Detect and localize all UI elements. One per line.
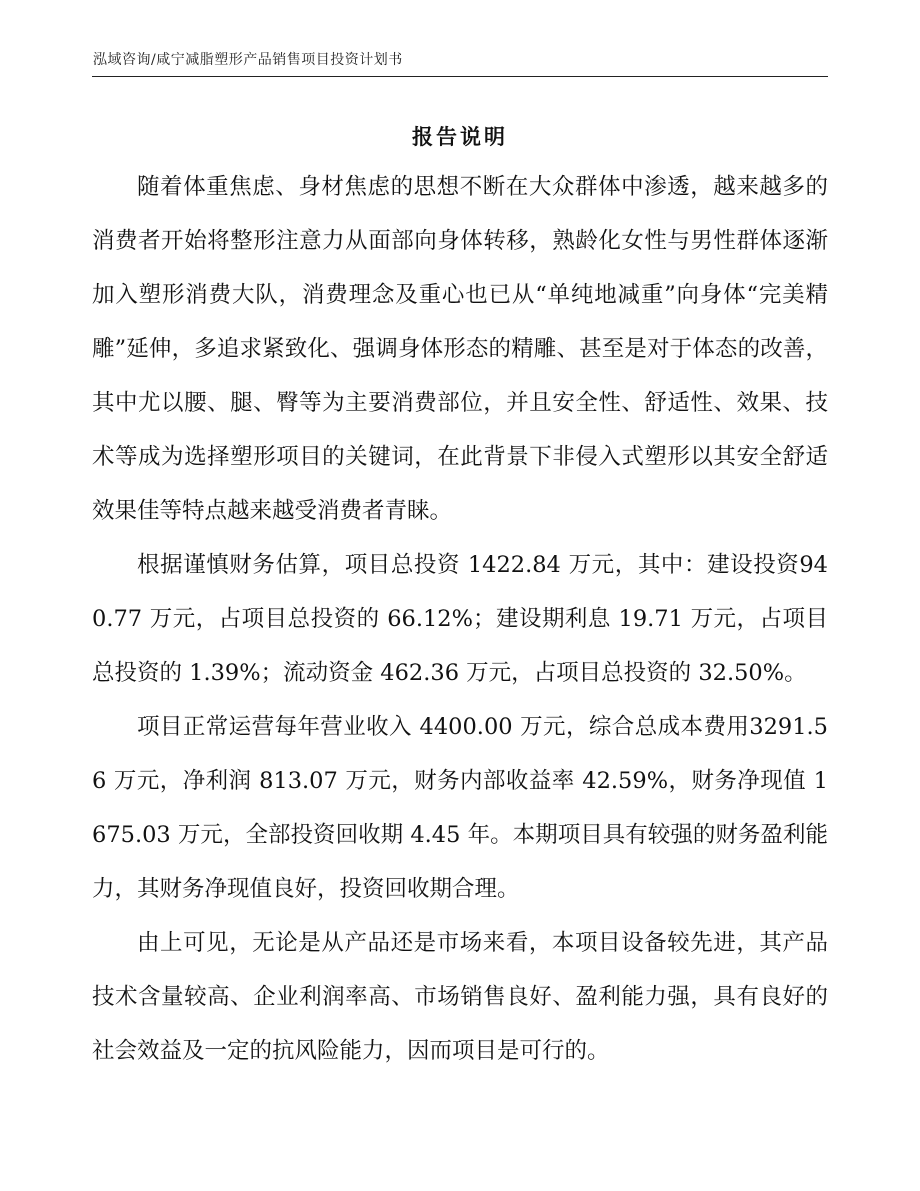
report-body <box>92 160 828 1078</box>
paragraph-conclusion: 由上可见，无论是从产品还是市场来看，本项目设备较先进，其产品技术含量较高、企业利润率高、市场销售良好、盈利能力强，具有良好的社会效益及一定的抗风险能力，因而项目是可行的。 <box>92 930 828 1064</box>
running-header: 泓域咨询/咸宁减脂塑形产品销售项目投资计划书 <box>93 52 403 68</box>
paragraph-investment: 根据谨慎财务估算，项目总投资 1422.84 万元，其中：建设投资940.77 万元，占项目总投资的 66.12%；建设期利息 19.71 万元，占项目总投资的 1.39%；流动资金 462.36 万元，占项目总投资的 32.50%。 <box>92 552 828 686</box>
header-rule <box>92 76 828 77</box>
paragraph-background: 随着体重焦虑、身材焦虑的思想不断在大众群体中渗透，越来越多的消费者开始将整形注意力从面部向身体转移，熟龄化女性与男性群体逐渐加入塑形消费大队，消费理念及重心也已从“单纯地减重”向身体“完美精雕”延伸，多追求紧致化、强调身体形态的精雕、甚至是对于体态的改善，其中尤以腰、腿、臀等为主要消费部位，并且安全性、舒适性、效果、技术等成为选择塑形项目的关键词，在此背景下非侵入式塑形以其安全舒适效果佳等特点越来越受消费者青睐。 <box>92 174 828 524</box>
page-title: 报告说明 <box>412 124 508 149</box>
paragraph-operations: 项目正常运营每年营业收入 4400.00 万元，综合总成本费用3291.56 万元，净利润 813.07 万元，财务内部收益率 42.59%，财务净现值 1675.03 万元，全部投资回收期 4.45 年。本期项目具有较强的财务盈利能力，其财务净现值良好，投资回收期合理。 <box>92 714 828 902</box>
